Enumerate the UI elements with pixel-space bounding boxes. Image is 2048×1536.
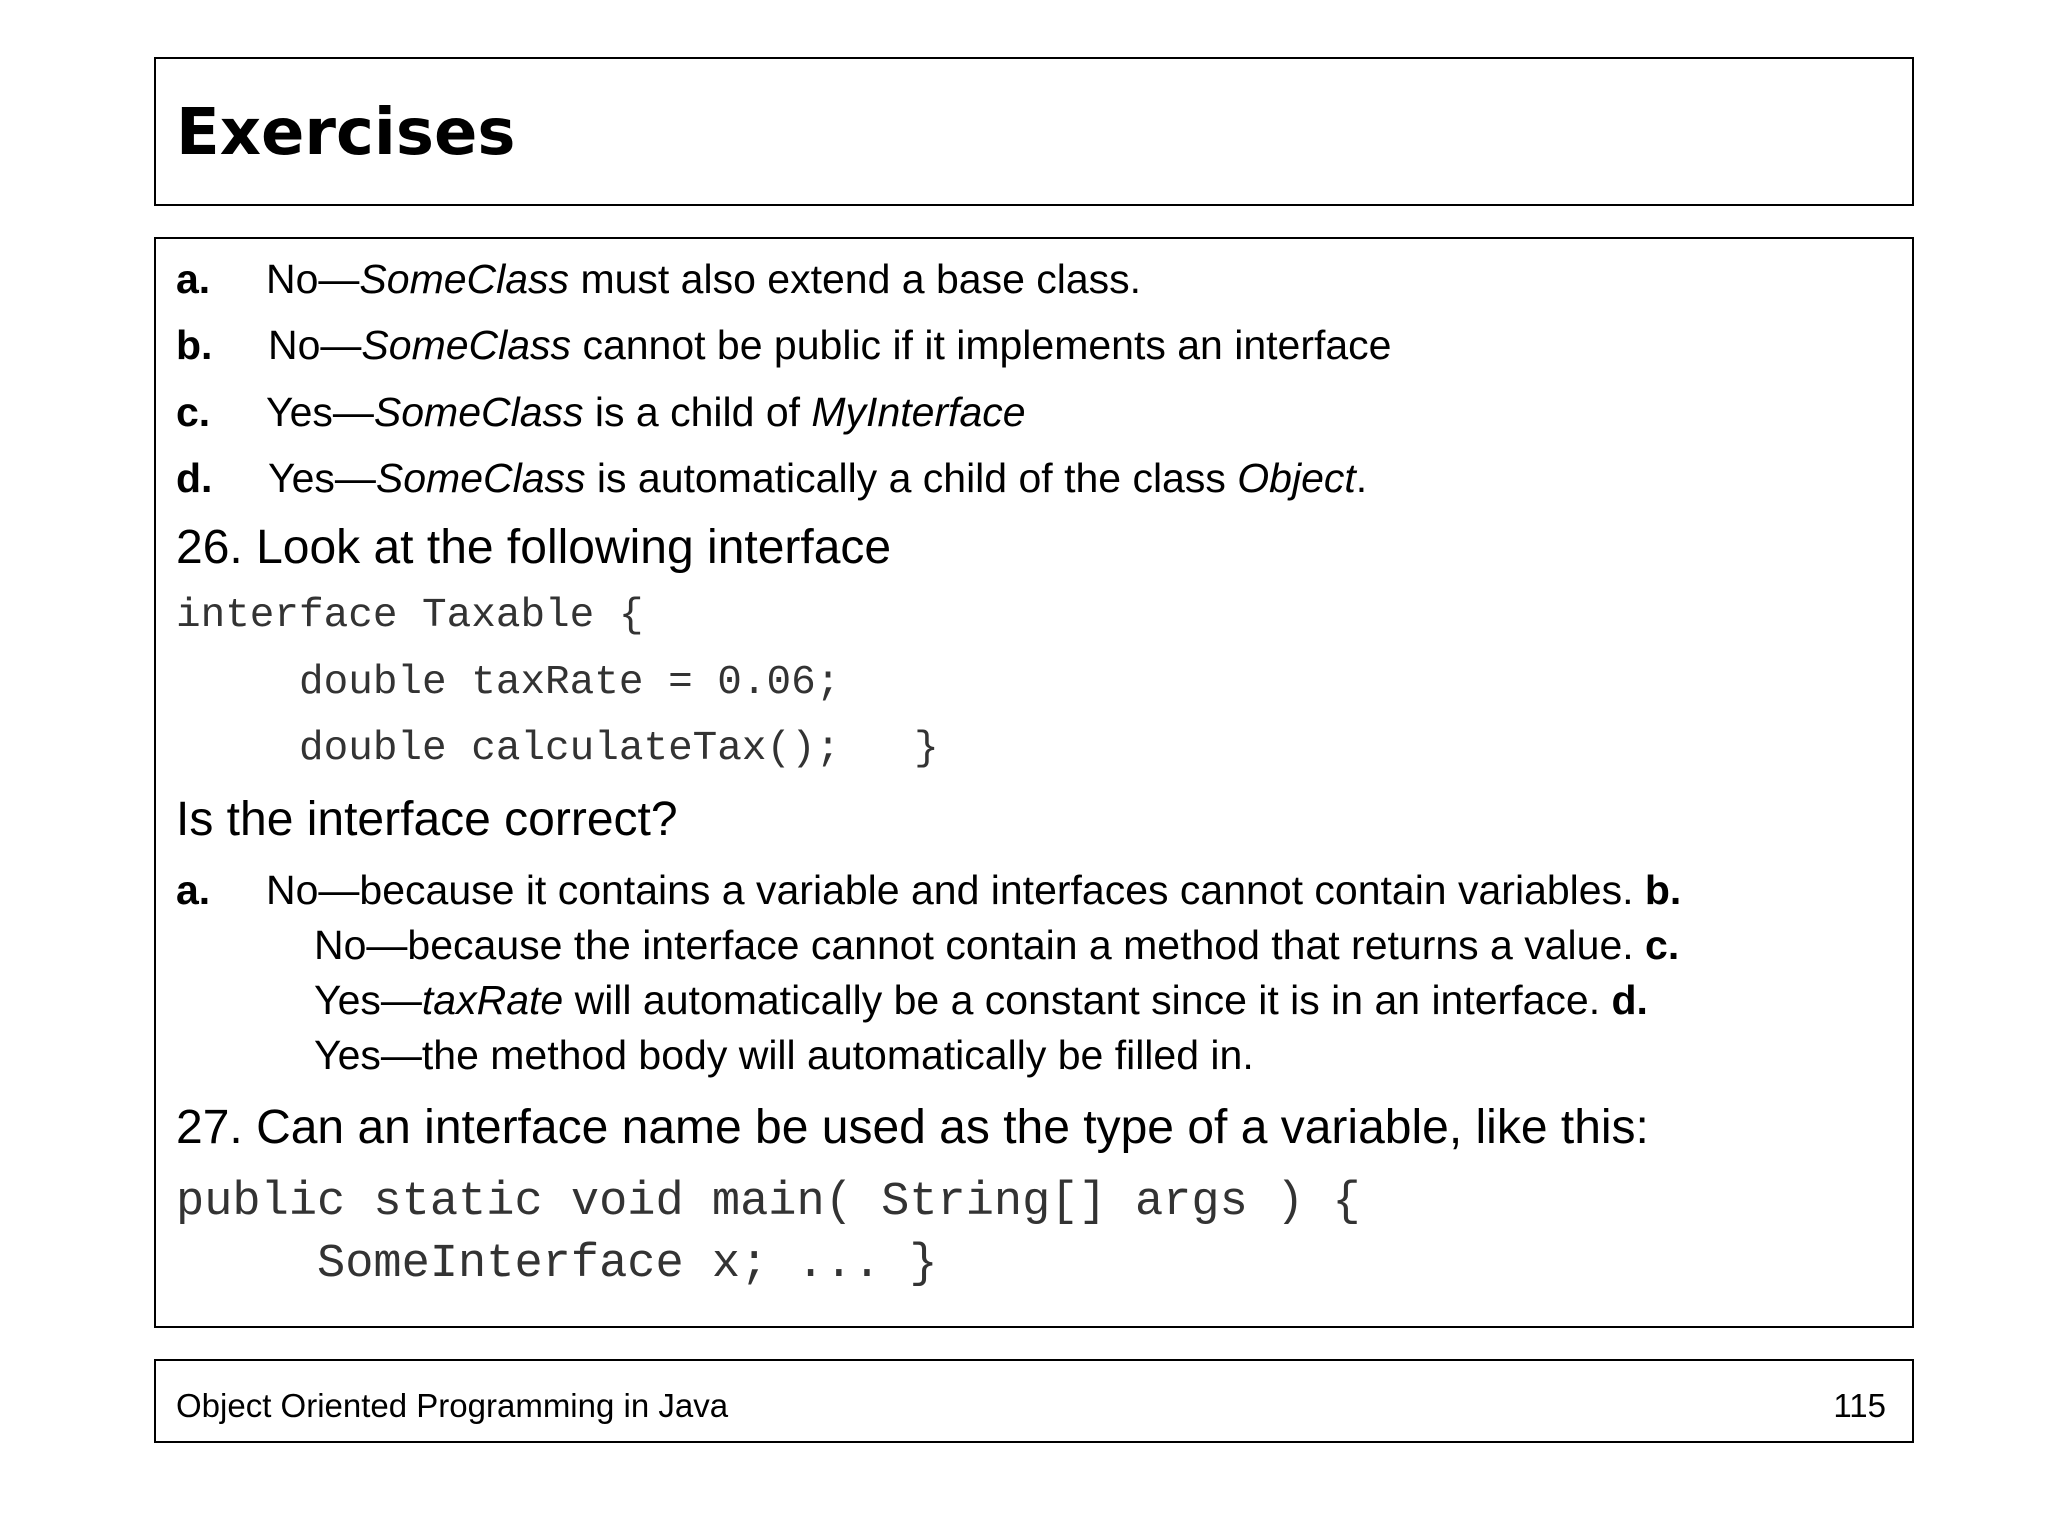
option-prefix: Yes— xyxy=(266,389,374,435)
code-line-2: double taxRate = 0.06; xyxy=(176,660,841,706)
code-line-3: double calculateTax(); } xyxy=(176,726,939,772)
option-label: c. xyxy=(176,389,211,435)
option-prefix: No— xyxy=(266,256,360,302)
option-text: Yes—the method body will automatically be filled in. xyxy=(314,1032,1254,1078)
option-class-name: SomeClass xyxy=(361,322,572,368)
option-object-name: Object xyxy=(1237,455,1356,501)
prev-option-c xyxy=(176,389,1026,435)
code-line-main: public static void main( String[] args ) { xyxy=(176,1176,1361,1229)
question-27: 27. Can an interface name be used as the type of a variable, like this: xyxy=(176,1101,1649,1154)
option-interface-name: MyInterface xyxy=(811,389,1026,435)
option-label: a. xyxy=(176,867,211,913)
option-label: a. xyxy=(176,256,211,302)
option-class-name: SomeClass xyxy=(359,256,570,302)
code-line-1: interface Taxable { xyxy=(176,593,644,639)
content-box xyxy=(154,237,1914,1328)
q26-option-c xyxy=(314,977,1648,1023)
option-label: b. xyxy=(176,322,213,368)
option-label: d. xyxy=(176,455,213,501)
option-text: No—because the interface cannot contain a method that returns a value. xyxy=(314,922,1646,968)
option-text: No—because it contains a variable and interfaces cannot contain variables. xyxy=(266,867,1645,913)
title-box xyxy=(154,57,1914,206)
prev-option-d xyxy=(176,455,1368,501)
option-class-name: SomeClass xyxy=(375,455,586,501)
option-text-end: . xyxy=(1355,455,1368,501)
option-prefix: Yes— xyxy=(268,455,376,501)
q26-option-d xyxy=(314,1032,1254,1078)
option-label: d. xyxy=(1611,977,1648,1023)
option-class-name: SomeClass xyxy=(373,389,584,435)
question-26: 26. Look at the following interface xyxy=(176,521,892,574)
option-prefix: Yes— xyxy=(314,977,422,1023)
option-label: b. xyxy=(1644,867,1682,913)
option-text: is a child of xyxy=(583,389,812,435)
footer-course-title: Object Oriented Programming in Java xyxy=(176,1387,729,1424)
question-26-prompt: Is the interface correct? xyxy=(176,793,678,846)
option-variable-name: taxRate xyxy=(421,977,564,1023)
option-text: will automatically be a constant since it is in an interface. xyxy=(563,977,1612,1023)
option-text: cannot be public if it implements an interface xyxy=(571,322,1392,368)
code-line-declaration: SomeInterface x; ... } xyxy=(176,1238,938,1291)
page-number: 115 xyxy=(1833,1387,1886,1424)
q26-option-b xyxy=(314,922,1680,968)
prev-option-b xyxy=(176,322,1392,368)
q26-option-a xyxy=(176,867,1682,913)
footer-box xyxy=(154,1359,1914,1443)
prev-option-a xyxy=(176,256,1142,302)
option-label: c. xyxy=(1645,922,1680,968)
option-text: is automatically a child of the class xyxy=(585,455,1238,501)
option-prefix: No— xyxy=(268,322,362,368)
option-text: must also extend a base class. xyxy=(569,256,1142,302)
slide-title: Exercises xyxy=(176,96,516,170)
